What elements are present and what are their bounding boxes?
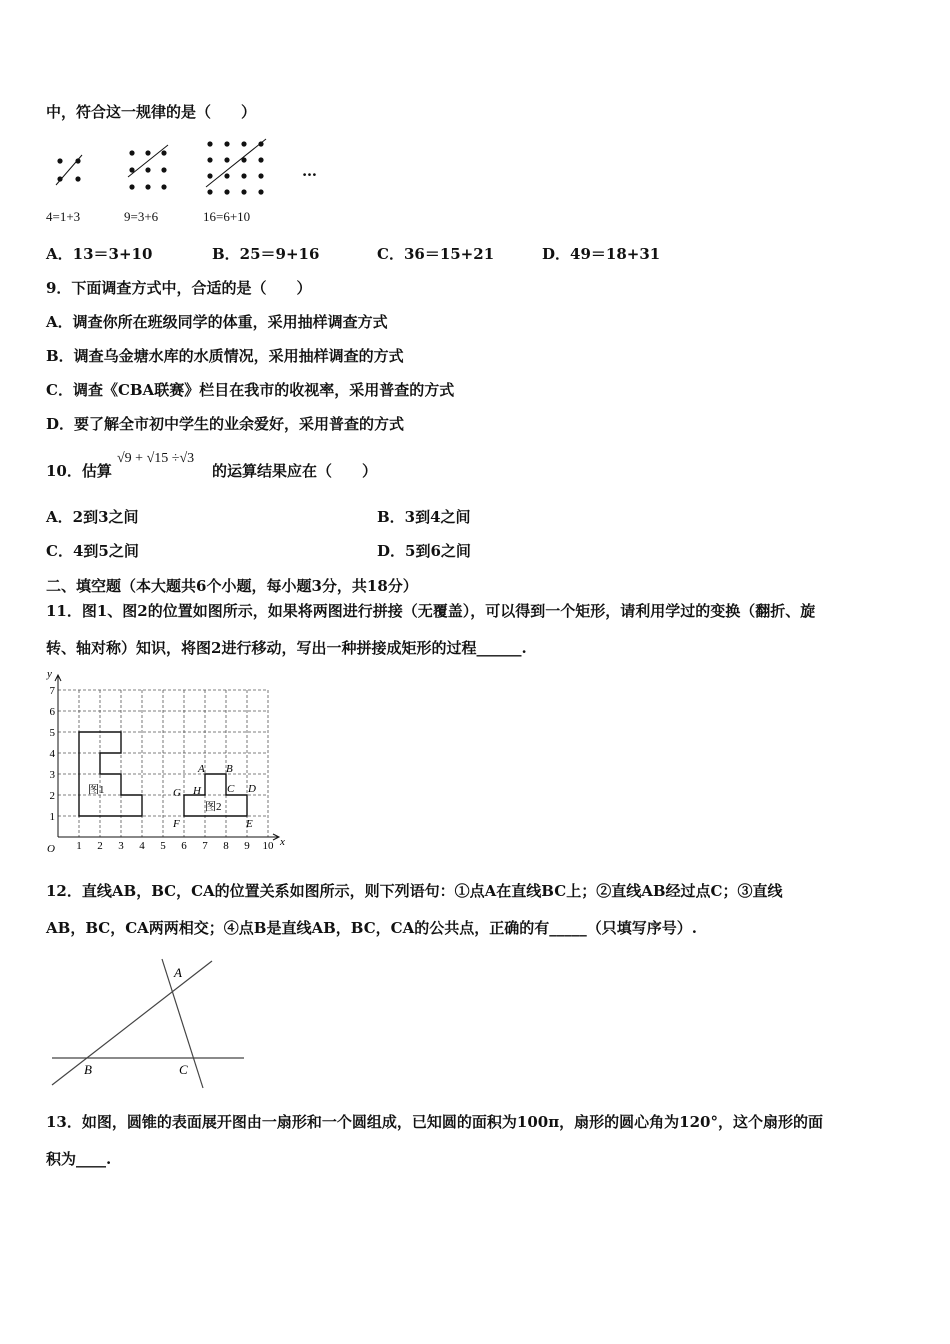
dot-figure-2-caption: 9=3+6 xyxy=(124,209,159,224)
q11-line-2: 转、轴对称）知识，将图2进行移动，写出一种拼接成矩形的过程______. xyxy=(46,639,527,657)
x-tick-labels xyxy=(76,840,274,852)
x-tick: 3 xyxy=(118,840,124,852)
x-axis-label: x xyxy=(280,836,285,848)
dot-figure-2 xyxy=(128,145,168,190)
point-c-label: C xyxy=(227,783,235,795)
label-b: B xyxy=(84,1062,92,1077)
section-2-heading: 二、填空题（本大题共6个小题，每小题3分，共18分） xyxy=(46,577,418,595)
y-tick: 5 xyxy=(49,727,55,739)
point-d-label: D xyxy=(248,783,256,795)
q10-option-a[interactable]: A．2到3之间 xyxy=(46,508,139,526)
x-tick: 10 xyxy=(262,840,274,852)
point-e-label: E xyxy=(246,818,253,830)
dot-figure-1 xyxy=(56,155,82,185)
point-a-label: A xyxy=(198,763,205,775)
point-f-label: F xyxy=(173,818,180,830)
origin-label: O xyxy=(47,843,55,855)
q13-line-2: 积为____. xyxy=(46,1150,112,1168)
dot-figure-1-caption: 4=1+3 xyxy=(46,209,81,224)
point-g-label: G xyxy=(173,787,181,799)
q9-option-d[interactable]: D．要了解全市初中学生的业余爱好，采用普查的方式 xyxy=(46,415,405,433)
q8-option-d[interactable]: D．49＝18+31 xyxy=(542,245,661,263)
x-tick: 2 xyxy=(97,840,103,852)
y-tick: 7 xyxy=(49,685,55,697)
y-tick: 2 xyxy=(49,790,55,802)
q10-formula: √9 + √15 ÷√3 xyxy=(117,451,195,466)
q10-stem-prefix: 10．估算 xyxy=(46,462,112,480)
q11-grid-figure xyxy=(38,664,298,856)
figure-1-label: 图1 xyxy=(88,784,105,796)
y-tick: 4 xyxy=(49,748,55,760)
q8-stem-tail: 中，符合这一规律的是（ ） xyxy=(46,103,257,121)
q12-line-2: AB，BC，CA两两相交；④点B是直线AB，BC，CA的公共点，正确的有_____（只填写序号）. xyxy=(46,919,697,937)
line-ab xyxy=(52,961,212,1085)
x-tick: 9 xyxy=(244,840,250,852)
y-tick: 3 xyxy=(49,769,55,781)
y-tick: 1 xyxy=(49,811,55,823)
x-tick: 4 xyxy=(139,840,145,852)
y-tick-labels xyxy=(50,685,56,823)
x-tick: 5 xyxy=(160,840,166,852)
q8-dot-figures xyxy=(40,135,340,230)
label-c: C xyxy=(179,1062,188,1077)
q9-option-a[interactable]: A．调查你所在班级同学的体重，采用抽样调查方式 xyxy=(46,313,388,331)
axes xyxy=(55,675,279,840)
x-tick: 7 xyxy=(202,840,208,852)
q12-lines-figure xyxy=(48,955,248,1090)
q12-line-1: 12．直线AB，BC，CA的位置关系如图所示，则下列语句：①点A在直线BC上；②直线AB经过点C；③直线 xyxy=(46,882,783,900)
q10-option-c[interactable]: C．4到5之间 xyxy=(46,542,139,560)
figure-2-label: 图2 xyxy=(205,801,222,813)
q8-option-a[interactable]: A．13＝3+10 xyxy=(46,245,153,263)
q10-stem-suffix: 的运算结果应在（ ） xyxy=(212,462,378,480)
x-tick: 6 xyxy=(181,840,187,852)
grid-lines xyxy=(58,690,268,837)
dot-figure-3 xyxy=(206,139,266,195)
x-tick: 8 xyxy=(223,840,229,852)
q13-line-1: 13．如图，圆锥的表面展开图由一扇形和一个圆组成，已知圆的面积为100π，扇形的圆心角为120°，这个扇形的面 xyxy=(46,1113,823,1131)
q8-ellipsis: … xyxy=(302,162,317,180)
q10-option-d[interactable]: D．5到6之间 xyxy=(377,542,471,560)
q10-option-b[interactable]: B．3到4之间 xyxy=(377,508,471,526)
x-tick: 1 xyxy=(76,840,82,852)
y-axis-label: y xyxy=(47,668,52,680)
y-tick: 6 xyxy=(49,706,55,718)
q8-option-c[interactable]: C．36＝15+21 xyxy=(377,245,495,263)
label-a: A xyxy=(174,965,182,980)
point-b-label: B xyxy=(226,763,233,775)
q9-stem: 9．下面调查方式中，合适的是（ ） xyxy=(46,279,312,297)
q8-option-b[interactable]: B．25＝9+16 xyxy=(212,245,320,263)
q11-line-1: 11．图1、图2的位置如图所示，如果将两图进行拼接（无覆盖），可以得到一个矩形，请利用学过的变换（翻折、旋 xyxy=(46,602,816,620)
point-h-label: H xyxy=(193,785,201,797)
dot-figure-3-caption: 16=6+10 xyxy=(203,209,251,224)
q9-option-b[interactable]: B．调查乌金塘水库的水质情况，采用抽样调查的方式 xyxy=(46,347,404,365)
q9-option-c[interactable]: C．调查《CBA联赛》栏目在我市的收视率，采用普查的方式 xyxy=(46,381,455,399)
